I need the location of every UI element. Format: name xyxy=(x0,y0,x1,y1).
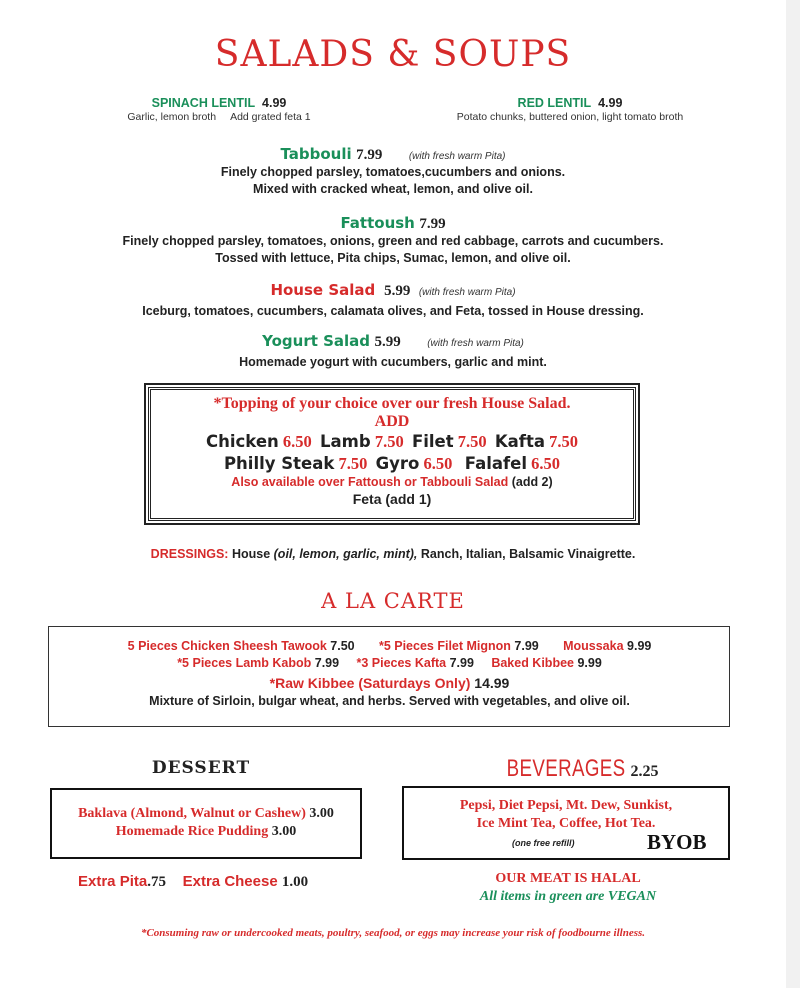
topping-name: Falafel xyxy=(464,454,528,473)
salad-desc-line: Finely chopped parsley, tomatoes,cucumbers and onions. xyxy=(220,165,566,179)
extra-price: .75 xyxy=(147,874,166,890)
carte-item-name: *Raw Kibbee (Saturdays Only) xyxy=(269,675,471,691)
dessert-item xyxy=(52,805,360,823)
halal-vegan-notes xyxy=(410,870,726,906)
carte-item-name: 5 Pieces Chicken Sheesh Tawook xyxy=(127,639,327,653)
topping-price: 6.50 xyxy=(282,432,312,451)
beverages-refill: (one free refill) xyxy=(512,838,575,848)
soup-name: RED LENTIL xyxy=(517,96,592,110)
soup-name: SPINACH LENTIL xyxy=(151,96,256,110)
topping-row-1 xyxy=(148,431,636,453)
dressings-label: DRESSINGS: xyxy=(150,547,229,561)
carte-item-price: 9.99 xyxy=(627,639,652,653)
salad-house xyxy=(0,281,786,320)
dessert-content xyxy=(52,805,360,841)
topping-also-add: (add 2) xyxy=(511,475,553,489)
topping-add-label: ADD xyxy=(374,413,410,430)
carte-item-price: 7.99 xyxy=(314,656,340,670)
dessert-item xyxy=(52,823,360,841)
salad-fattoush xyxy=(0,214,786,267)
dessert-item-price: 3.00 xyxy=(309,806,334,821)
salad-name: House Salad xyxy=(270,281,376,299)
topping-name: Gyro xyxy=(375,454,420,473)
topping-name: Lamb xyxy=(320,432,371,451)
topping-price: 7.50 xyxy=(457,432,487,451)
carte-item-price: 7.50 xyxy=(330,639,355,653)
salad-desc-line: Tossed with lettuce, Pita chips, Sumac, lemon, and olive oil. xyxy=(215,251,571,265)
soup-spinach-lentil xyxy=(94,96,344,123)
topping-also xyxy=(148,475,636,489)
soup-price: 4.99 xyxy=(262,96,287,110)
carte-item-price: 14.99 xyxy=(474,675,510,691)
dessert-item-name: Homemade Rice Pudding xyxy=(115,824,269,839)
carte-item-name: Baked Kibbee xyxy=(491,656,574,670)
salad-price: 7.99 xyxy=(419,216,446,232)
dressings-house-note: (oil, lemon, garlic, mint), xyxy=(273,547,418,561)
beverages-title: BEVERAGES xyxy=(507,755,627,782)
carte-item-price: 7.99 xyxy=(449,656,474,670)
salad-price: 7.99 xyxy=(356,147,383,163)
salad-price: 5.99 xyxy=(374,334,401,350)
salad-name: Fattoush xyxy=(340,214,415,232)
beverages-content xyxy=(404,797,728,833)
beverages-header xyxy=(402,755,730,783)
a-la-carte-content xyxy=(48,638,731,710)
carte-raw-desc: Mixture of Sirloin, bulgar wheat, and herbs. Served with vegetables, and olive oil. xyxy=(149,694,630,708)
carte-raw-kibbee xyxy=(48,673,731,693)
topping-price: 7.50 xyxy=(549,432,578,451)
carte-item-name: Moussaka xyxy=(563,639,624,653)
topping-name: Chicken xyxy=(206,432,279,451)
dressings-line xyxy=(0,547,786,561)
salad-desc-line: Finely chopped parsley, tomatoes, onions, green and red cabbage, carrots and cucumbers. xyxy=(122,234,664,248)
extra-name: Extra Pita xyxy=(78,873,148,890)
salad-desc-line: Homemade yogurt with cucumbers, garlic and mint. xyxy=(239,355,547,369)
soup-desc: Garlic, lemon broth xyxy=(127,111,217,123)
carte-item-name: *5 Pieces Lamb Kabob xyxy=(177,656,312,670)
salad-desc-line: Iceburg, tomatoes, cucumbers, calamata olives, and Feta, tossed in House dressing. xyxy=(142,304,644,318)
salad-name: Yogurt Salad xyxy=(262,332,371,350)
carte-row-1 xyxy=(48,638,731,655)
topping-name: Kafta xyxy=(494,432,545,451)
carte-item-name: *3 Pieces Kafta xyxy=(356,656,447,670)
topping-price: 7.50 xyxy=(338,454,368,473)
topping-price: 7.50 xyxy=(374,432,404,451)
dessert-title: DESSERT xyxy=(151,758,251,778)
extra-price: 1.00 xyxy=(281,874,309,890)
topping-heading: *Topping of your choice over our fresh House Salad. xyxy=(213,395,571,412)
carte-item-price: 9.99 xyxy=(577,656,602,670)
foodborne-warning: *Consuming raw or undercooked meats, poultry, seafood, or eggs may increase your risk of foodbourne illness. xyxy=(140,927,646,939)
soup-red-lentil xyxy=(420,96,720,123)
page-title: SALADS & SOUPS xyxy=(214,34,572,75)
salad-price: 5.99 xyxy=(384,283,411,299)
salad-name: Tabbouli xyxy=(280,145,352,163)
topping-also-text: Also available over Fattoush or Tabbouli Salad xyxy=(231,475,509,489)
topping-row-2 xyxy=(148,453,636,475)
salad-tabbouli xyxy=(0,145,786,198)
dessert-item-name: Baklava (Almond, Walnut or Cashew) xyxy=(78,806,306,821)
beverages-price: 2.25 xyxy=(630,763,659,780)
salad-note: (with fresh warm Pita) xyxy=(408,151,506,162)
halal-note: OUR MEAT IS HALAL xyxy=(495,871,641,886)
carte-item-name: *5 Pieces Filet Mignon xyxy=(378,639,511,653)
topping-name: Philly Steak xyxy=(223,454,335,473)
byob-label: BYOB xyxy=(647,830,707,854)
beverages-line: Pepsi, Diet Pepsi, Mt. Dew, Sunkist, xyxy=(459,798,673,813)
salad-note: (with fresh warm Pita) xyxy=(418,287,516,298)
carte-item-price: 7.99 xyxy=(514,639,539,653)
extra-name: Extra Cheese xyxy=(182,873,278,890)
soup-extra: Add grated feta 1 xyxy=(230,111,311,123)
beverages-line: Ice Mint Tea, Coffee, Hot Tea. xyxy=(476,816,656,831)
carte-row-2 xyxy=(48,655,731,672)
topping-name: Filet xyxy=(411,432,454,451)
dessert-item-price: 3.00 xyxy=(271,824,297,839)
salad-yogurt xyxy=(0,332,786,371)
a-la-carte-title: A LA CARTE xyxy=(321,589,465,613)
dressings-rest: Ranch, Italian, Balsamic Vinaigrette. xyxy=(420,547,636,561)
topping-feta: Feta (add 1) xyxy=(352,491,432,507)
topping-box-content xyxy=(148,395,636,507)
soup-desc: Potato chunks, buttered onion, light tomato broth xyxy=(456,111,684,123)
salad-desc-line: Mixed with cracked wheat, lemon, and olive oil. xyxy=(253,182,533,196)
dressings-house: House xyxy=(231,547,271,561)
topping-price: 6.50 xyxy=(531,454,561,473)
salad-note: (with fresh warm Pita) xyxy=(427,338,524,349)
soup-price: 4.99 xyxy=(598,96,623,110)
topping-price: 6.50 xyxy=(423,454,453,473)
extras-line xyxy=(78,873,368,891)
vegan-note: All items in green are VEGAN xyxy=(479,889,657,904)
